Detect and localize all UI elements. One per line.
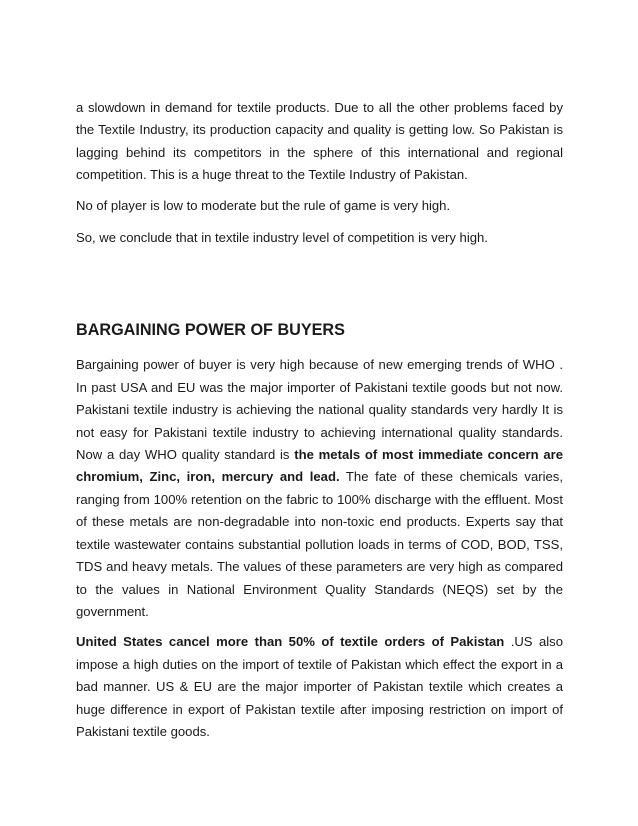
- paragraph-competition-threat: a slowdown in demand for textile products. Due to all the other problems faced by the Textile Industry, its production capacity and quality is getting low. So Pakistan is lagging behind its competitors in the sphere of this international and regional competition. This is a huge threat to the Textile Industry of Pakistan.: [76, 100, 563, 183]
- page-content: [76, 97, 563, 743]
- us-orders-bold-text: United States cancel more than 50% of textile orders of Pakistan: [76, 634, 505, 650]
- section-heading: BARGAINING POWER OF BUYERS: [76, 321, 345, 340]
- us-orders-text: .US also impose a high duties on the import of textile of Pakistan which effect the export in a bad manner. US & EU are the major importer of Pakistan textile which creates a huge difference in export of Pakistan textile after imposing restriction on import of Pakistani textile goods.: [76, 634, 563, 739]
- paragraph-conclusion: So, we conclude that in textile industry level of competition is very high.: [76, 230, 488, 246]
- paragraph-number-of-players: No of player is low to moderate but the rule of game is very high.: [76, 197, 451, 213]
- paragraph-us-orders: [76, 631, 563, 743]
- buyer-power-bold-text: the metals of most immediate concern are chromium, Zinc, iron, mercury and lead.: [76, 447, 564, 485]
- buyer-power-text-end: The fate of these chemicals varies, ranging from 100% retention on the fabric to 100% discharge with the effluent. Most of these metals are non-degradable into non-toxic end products. Experts say that textile wastewater contains substantial pollution loads in terms of COD, BOD, TSS, TDS and heavy metals. The values of these parameters are very high as compared to the values in National Environment Quality Standards (NEQS) set by the government.: [76, 469, 563, 619]
- buyer-power-text-start: Bargaining power of buyer is very high because of new emerging trends of WHO . In past USA and EU was the major importer of Pakistani textile goods but not now. Pakistani textile industry is achieving the national quality standards very hardly It is not easy for Pakistani textile industry to achieving international quality standards. Now a day WHO quality standard is: [76, 357, 563, 463]
- paragraph-buyer-power: [76, 354, 563, 623]
